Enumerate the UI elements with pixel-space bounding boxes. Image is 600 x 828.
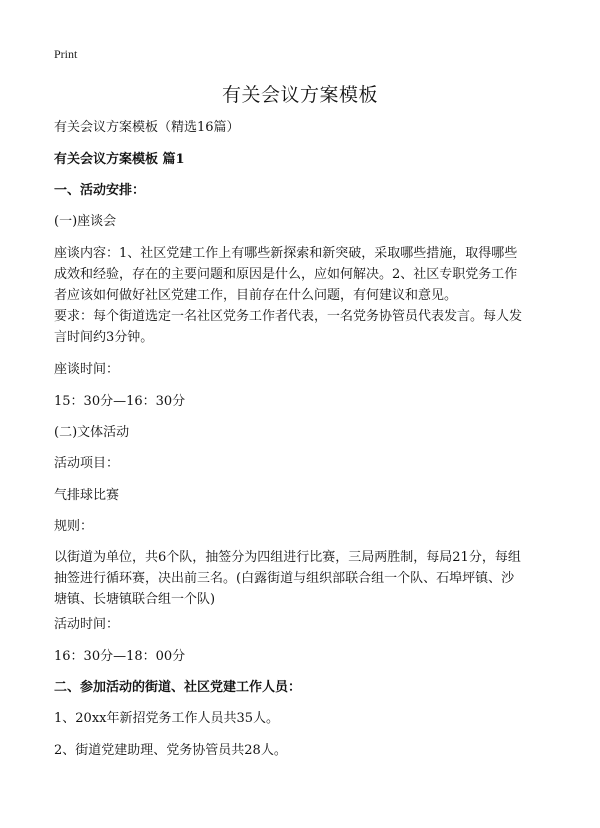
forum-time-value: 15：30分—16：30分 bbox=[54, 394, 186, 409]
rules-label: 规则： bbox=[54, 519, 94, 534]
participant-item-1: 1、20xx年新招党务工作人员共35人。 bbox=[54, 711, 280, 726]
subheading-cultural-activity: (二)文体活动 bbox=[54, 425, 130, 440]
activity-time-label: 活动时间： bbox=[54, 617, 120, 632]
section-heading: 有关会议方案模板 篇1 bbox=[54, 152, 185, 167]
document-title: 有关会议方案模板 bbox=[221, 84, 378, 106]
activity-project-label: 活动项目： bbox=[54, 456, 120, 471]
paragraph-line: 塘镇、长塘镇联合组一个队) bbox=[54, 592, 216, 607]
paragraph-line: 以街道为单位，共6个队，抽签分为四组进行比赛，三局两胜制，每局21分，每组 bbox=[54, 550, 521, 565]
subheading-forum: (一)座谈会 bbox=[54, 214, 117, 229]
paragraph-line: 言时间约3分钟。 bbox=[54, 330, 154, 345]
paragraph-line: 者应该如何做好社区党建工作，目前存在什么问题，有何建议和意见。 bbox=[54, 288, 458, 303]
rules-paragraph bbox=[54, 547, 554, 610]
paragraph-line: 座谈内容：1、社区党建工作上有哪些新探索和新突破，采取哪些措施，取得哪些 bbox=[54, 246, 518, 261]
paragraph-line: 成效和经验，存在的主要问题和原因是什么，应如何解决。2、社区专职党务工作 bbox=[54, 267, 518, 282]
forum-time-label: 座谈时间： bbox=[54, 362, 120, 377]
heading-activity-arrangement: 一、活动安排： bbox=[54, 183, 146, 198]
paragraph-line: 抽签进行循环赛，决出前三名。(白露街道与组织部联合组一个队、石埠坪镇、沙 bbox=[54, 571, 515, 586]
forum-content-paragraph bbox=[54, 243, 554, 306]
document-subtitle: 有关会议方案模板（精选16篇） bbox=[54, 120, 240, 135]
requirement-paragraph bbox=[54, 306, 554, 348]
activity-time-value: 16：30分—18：00分 bbox=[54, 649, 186, 664]
print-label: Print bbox=[54, 47, 78, 61]
heading-participants: 二、参加活动的街道、社区党建工作人员： bbox=[54, 680, 302, 695]
paragraph-line: 要求：每个街道选定一名社区党务工作者代表，一名党务协管员代表发言。每人发 bbox=[54, 309, 523, 324]
participant-item-2: 2、街道党建助理、党务协管员共28人。 bbox=[54, 743, 287, 758]
activity-project-value: 气排球比赛 bbox=[54, 488, 120, 503]
